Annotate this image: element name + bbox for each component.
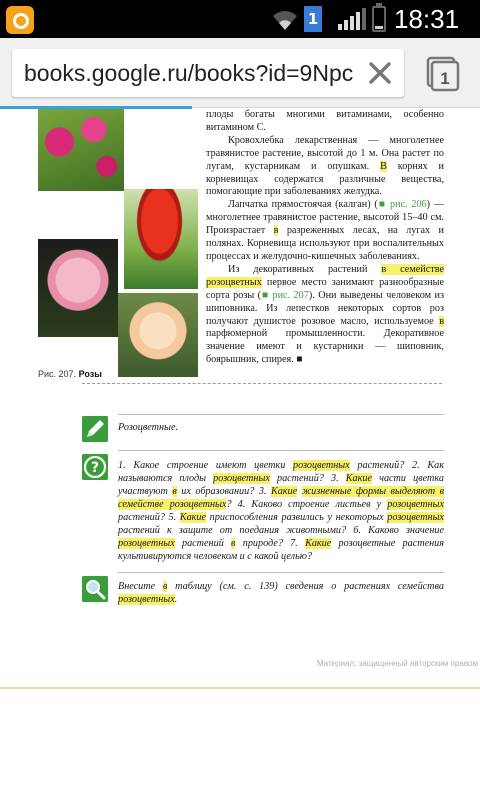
signal-icon (338, 8, 366, 30)
rose-photo-peach (118, 293, 198, 377)
address-bar[interactable] (12, 49, 404, 97)
book-page[interactable] (0, 109, 480, 689)
tab-count: 1 (440, 69, 450, 88)
paragraph: Лапчатка прямостоячая (калган) (■ рис. 206) — многолетнее травянистое растение, высотой 15–40 см. Произрастает в разреженных лесах, на лугах и полянах. Корневища используют при воспалительных процессах и желудочно-кишечных заболеваниях. (206, 199, 444, 262)
browser-toolbar (0, 38, 480, 108)
battery-icon (372, 6, 386, 32)
text-column (206, 109, 444, 367)
tabs-button[interactable] (424, 56, 460, 92)
status-bar (0, 0, 480, 38)
rose-photo-pink (38, 109, 124, 191)
paragraph: Из декоративных растений в семействе розоцветных первое место занимают разнообразные сорта розы (■ рис. 207). Они выведены человеком из шиповника. Из лепестков некоторых сортов роз получают душистое розовое масло, используемое в парфюмерной промышленности. Декоративное значение имеют и кустарники — шиповник, боярышник, спирея. ■ (206, 263, 445, 366)
task-text: Внесите в таблицу (см. с. 139) сведения о растениях семейства розоцветных. (118, 581, 444, 605)
section-divider (82, 383, 442, 384)
divider (118, 572, 444, 573)
url-text[interactable]: books.google.ru/books?id=9Npc (24, 60, 354, 86)
divider (118, 414, 444, 415)
pencil-icon (82, 416, 108, 442)
app-notification-icon (6, 6, 34, 34)
copyright-notice: Материал, защищенный авторским правом (317, 659, 478, 668)
clock: 18:31 (394, 4, 460, 34)
rose-photo-red (124, 189, 198, 289)
paragraph: плоды богаты многими витаминами, особенно витамином С. (206, 109, 444, 133)
paragraph: Кровохлебка лекарственная — многолетнее травянистое растение, высотой до 1 м. Она растет по лугам, кустарникам и опушкам. В корнях и корневищах содержатся различные вещества, помогающие при заболеваниях желудка. (206, 134, 444, 198)
figure-caption: Рис. 207. Розы (38, 369, 102, 379)
wifi-icon (270, 6, 300, 32)
divider (118, 450, 444, 451)
question-icon (82, 454, 108, 480)
svg-text:?: ? (90, 460, 100, 476)
magnifier-icon (82, 576, 108, 602)
sim-indicator: 1 (304, 6, 322, 32)
questions-text: 1. Какое строение имеют цветки розоцветных растений? 2. Как называются плоды розоцветных растений? 3. Какие части цветка участвуют в их образовании? 3. Какие жизненные формы выделяют в семействе розоцветных? 4. Каково строение листьев у розоцветных растений? 5. Какие приспособления развились у некоторых розоцветных растений к защите от поедания животными? 6. Каково значение розоцветных растений в природе? 7. Какие розоцветные растения культивируются человеком и с какой целью? (118, 460, 444, 562)
rose-photo-light-pink (38, 239, 118, 337)
close-icon[interactable] (364, 57, 396, 89)
summary-text: Розоцветные. (118, 422, 179, 433)
